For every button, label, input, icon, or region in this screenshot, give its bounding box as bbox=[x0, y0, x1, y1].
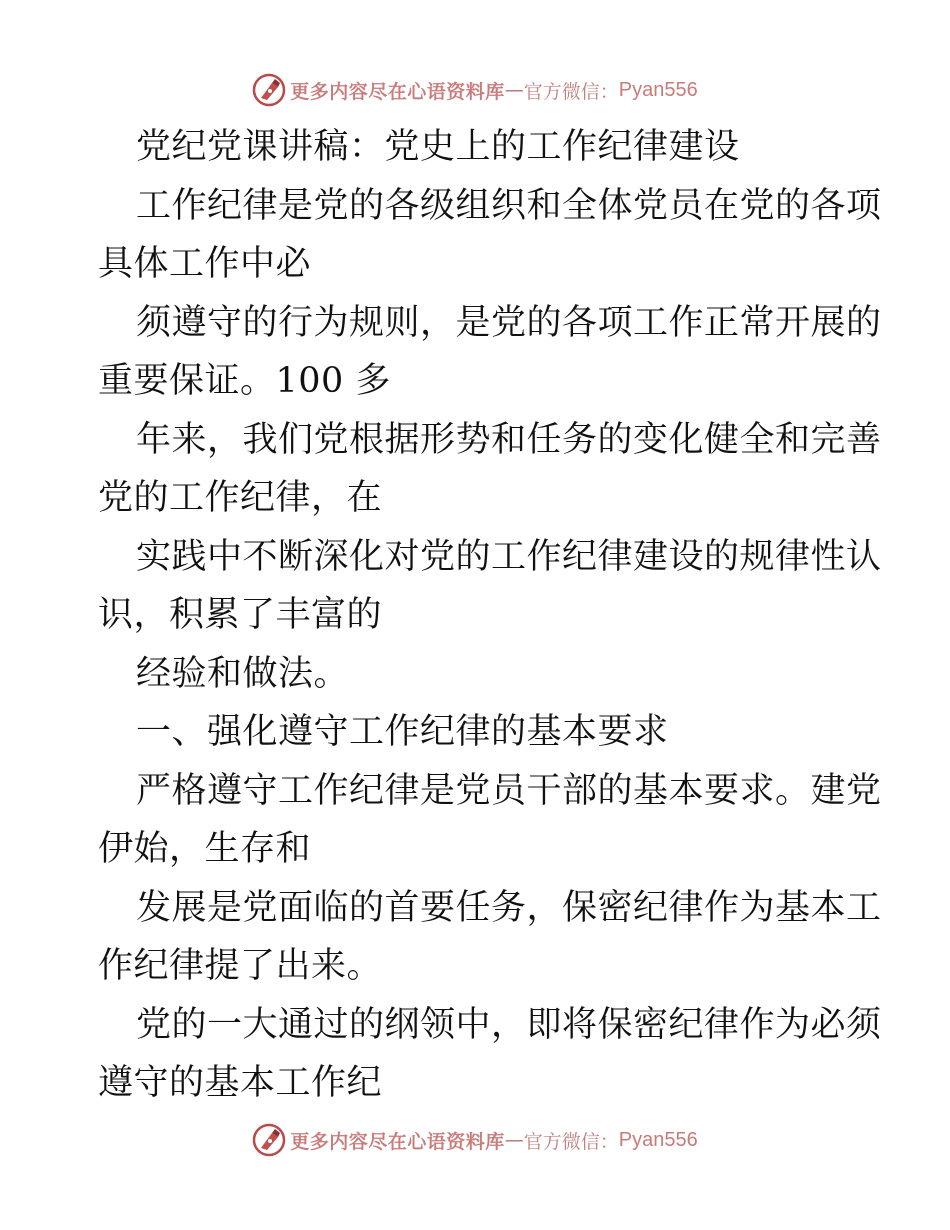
banner-dash: — bbox=[504, 79, 524, 101]
text-line: 须遵守的行为规则，是党的各项工作正常开展的 bbox=[136, 302, 882, 343]
banner-dash: — bbox=[504, 1129, 524, 1151]
banner-official-label: 官方微信： bbox=[523, 1130, 619, 1153]
text-line: 具体工作中必 bbox=[98, 244, 312, 284]
text-line: 工作纪律是党的各级组织和全体党员在党的各项 bbox=[136, 185, 882, 226]
text-line: 作纪律提了出来。 bbox=[98, 946, 383, 986]
header-watermark-banner bbox=[0, 70, 950, 110]
banner-wechat-id: Pyan556 bbox=[618, 1128, 698, 1151]
pen-nib-logo-icon bbox=[252, 73, 286, 107]
document-body bbox=[98, 118, 882, 1113]
text-line: 一、强化遵守工作纪律的基本要求 bbox=[136, 712, 669, 752]
text-line: 实践中不断深化对党的工作纪律建设的规律性认 bbox=[136, 536, 882, 577]
banner-wechat-id: Pyan556 bbox=[618, 78, 698, 101]
banner-slogan: 更多内容尽在心语资料库 bbox=[290, 1130, 505, 1153]
footer-watermark-banner bbox=[0, 1120, 950, 1160]
pen-nib-logo-icon bbox=[252, 1123, 286, 1157]
text-line: 发展是党面临的首要任务，保密纪律作为基本工 bbox=[136, 887, 882, 928]
text-line: 党的一大通过的纲领中，即将保密纪律作为必须 bbox=[136, 1004, 882, 1045]
text-line: 伊始，生存和 bbox=[98, 829, 312, 869]
banner-official-label: 官方微信： bbox=[523, 80, 619, 103]
text-line: 党的工作纪律，在 bbox=[98, 478, 383, 518]
text-line: 识，积累了丰富的 bbox=[98, 595, 383, 635]
text-line: 重要保证。100 多 bbox=[98, 361, 391, 401]
text-line: 经验和做法。 bbox=[136, 653, 350, 694]
text-line: 年来，我们党根据形势和任务的变化健全和完善 bbox=[136, 419, 882, 460]
text-line: 遵守的基本工作纪 bbox=[98, 1063, 383, 1103]
banner-slogan: 更多内容尽在心语资料库 bbox=[290, 80, 505, 103]
text-line: 党纪党课讲稿：党史上的工作纪律建设 bbox=[136, 127, 740, 167]
text-line: 严格遵守工作纪律是党员干部的基本要求。建党 bbox=[136, 770, 882, 811]
